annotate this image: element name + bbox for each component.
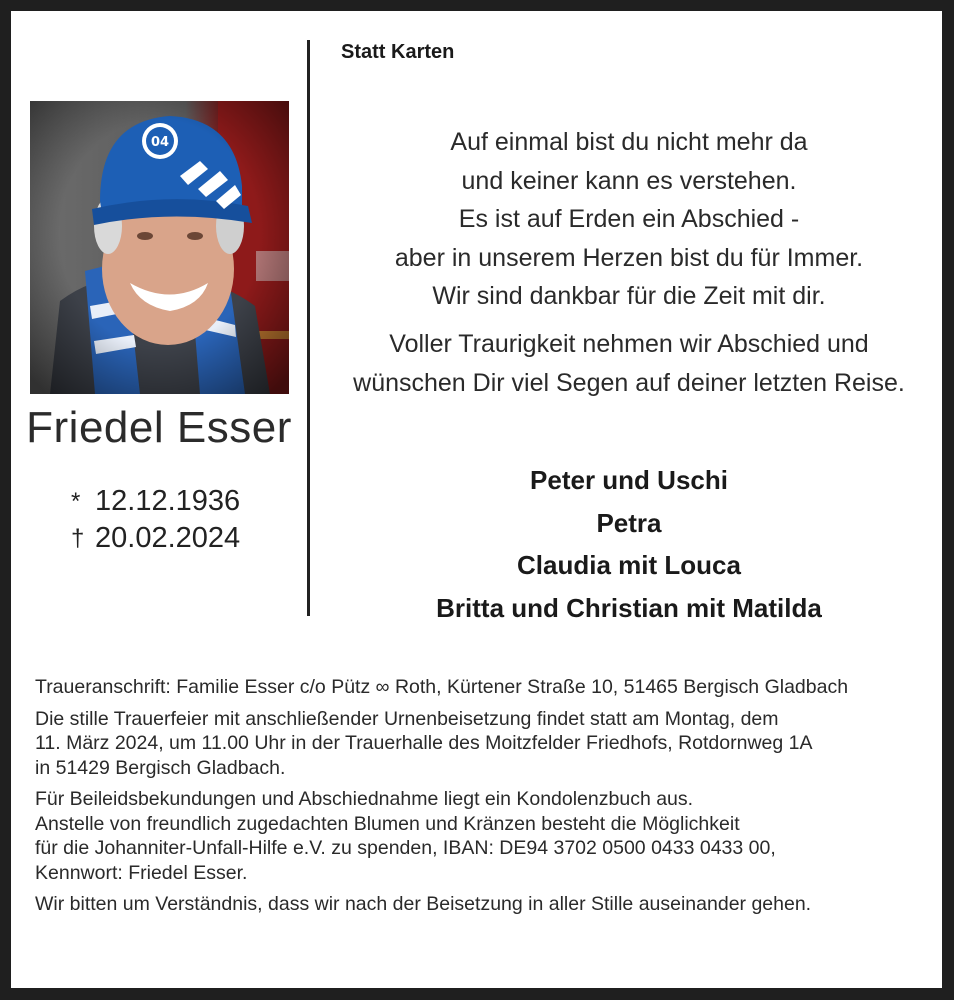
birth-date: 12.12.1936 <box>95 485 241 517</box>
closing-line: Wir bitten um Verständnis, dass wir nach der Beisetzung in aller Stille auseinander gehen. <box>35 893 812 915</box>
address-line: Traueranschrift: Familie Esser c/o Pütz ∞ Roth, Kürtener Straße 10, 51465 Bergisch Gladbach <box>35 676 849 698</box>
poem-line: und keiner kann es verstehen. <box>461 166 797 195</box>
family-names <box>316 459 942 629</box>
poem-line: Auf einmal bist du nicht mehr da <box>450 128 808 156</box>
birth-row <box>71 483 240 520</box>
donation-details <box>35 787 925 885</box>
death-row <box>71 520 240 557</box>
family-member: Britta und Christian mit Matilda <box>436 592 822 623</box>
death-cross-icon: † <box>71 525 85 552</box>
obituary-card <box>11 11 942 988</box>
funeral-info <box>35 675 925 924</box>
deceased-name: Friedel Esser <box>26 403 292 452</box>
poem-line: Es ist auf Erden ein Abschied - <box>458 205 800 233</box>
ceremony-details <box>35 707 925 781</box>
donation-line: Anstelle von freundlich zugedachten Blumen und Kränzen besteht die Möglichkeit <box>35 812 740 835</box>
poem <box>316 123 942 316</box>
closing-note <box>35 892 925 917</box>
poem-line: Wir sind dankbar für die Zeit mit dir. <box>432 282 826 310</box>
family-member: Claudia mit Louca <box>517 550 741 580</box>
family-member: Peter und Uschi <box>530 465 728 495</box>
donation-line: Kennwort: Friedel Esser. <box>35 861 248 884</box>
death-date: 20.02.2024 <box>95 522 241 554</box>
family-member: Petra <box>596 507 662 538</box>
farewell-line: Voller Traurigkeit nehmen wir Abschied und <box>389 330 869 358</box>
statt-karten-label: Statt Karten <box>341 41 455 63</box>
donation-line: für die Johanniter-Unfall-Hilfe e.V. zu spenden, IBAN: DE94 3702 0500 0433 0433 00, <box>35 837 776 859</box>
ceremony-line: Die stille Trauerfeier mit anschließender Urnenbeisetzung findet statt am Montag, dem <box>35 707 779 730</box>
mourning-address <box>35 675 925 700</box>
ceremony-line: 11. März 2024, um 11.00 Uhr in der Trauerhalle des Moitzfelder Friedhofs, Rotdornweg 1A <box>35 732 813 754</box>
donation-line: Für Beileidsbekundungen und Abschiednahme liegt ein Kondolenzbuch aus. <box>35 788 694 810</box>
birth-star-icon: * <box>71 488 81 515</box>
portrait-photo <box>30 101 289 394</box>
poem-line: aber in unserem Herzen bist du für Immer. <box>394 243 864 272</box>
vertical-divider <box>307 40 310 616</box>
life-dates <box>71 483 240 557</box>
farewell-line: wünschen Dir viel Segen auf deiner letzten Reise. <box>353 368 905 397</box>
farewell-text <box>316 325 942 402</box>
ceremony-line: in 51429 Bergisch Gladbach. <box>35 756 286 779</box>
